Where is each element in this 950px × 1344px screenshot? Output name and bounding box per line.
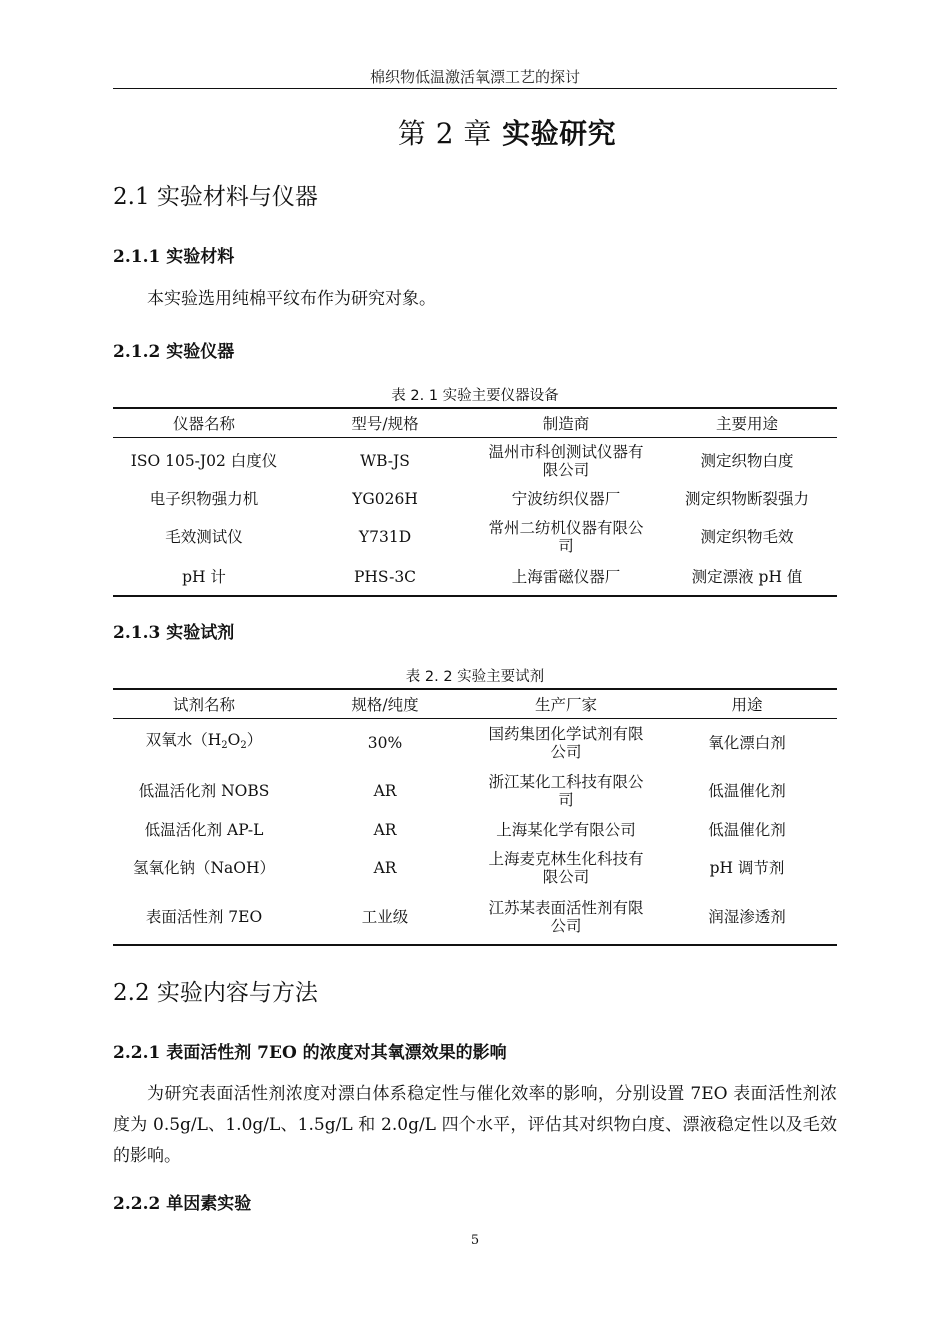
table-cell: 宁波纺织仪器厂 bbox=[511, 489, 621, 508]
table-1-caption: 表 2. 1 实验主要仪器设备 bbox=[391, 388, 559, 404]
table-cell: 测定织物毛效 bbox=[700, 527, 794, 546]
page-number: 5 bbox=[470, 1233, 480, 1248]
table-cell: 低温催化剂 bbox=[708, 781, 786, 800]
table-cell: WB-JS bbox=[360, 451, 410, 470]
table-2-caption: 表 2. 2 实验主要试剂 bbox=[405, 669, 545, 685]
table-header-row bbox=[113, 408, 837, 438]
table-cell: 浙江某化工科技有限公司 bbox=[488, 772, 644, 809]
table-cell: 国药集团化学试剂有限公司 bbox=[488, 724, 644, 761]
table-row bbox=[113, 767, 837, 815]
chapter-name: 实验研究 bbox=[502, 117, 617, 150]
table-cell: ISO 105-J02 白度仪 bbox=[130, 451, 278, 470]
section-heading-2-1-1: 2.1.1 实验材料 bbox=[113, 247, 235, 267]
reagents-table bbox=[113, 688, 837, 946]
table-cell: 测定漂液 pH 值 bbox=[657, 560, 837, 596]
table-row bbox=[113, 514, 837, 560]
table-row bbox=[113, 560, 837, 596]
table-row bbox=[113, 484, 837, 514]
column-header: 用途 bbox=[657, 689, 837, 719]
section-heading-2-2: 2.2 实验内容与方法 bbox=[113, 980, 318, 1006]
table-cell: 江苏某表面活性剂有限公司 bbox=[475, 891, 657, 945]
table-cell: 毛效测试仪 bbox=[165, 527, 243, 546]
section-heading-2-2-1: 2.2.1 表面活性剂 7EO 的浓度对其氧漂效果的影响 bbox=[113, 1043, 507, 1063]
table-row bbox=[113, 891, 837, 945]
table-cell: 30% bbox=[367, 733, 403, 752]
formula-subscript: 2 bbox=[221, 739, 228, 751]
table-cell: 氧化漂白剂 bbox=[708, 733, 786, 752]
column-header: 仪器名称 bbox=[113, 408, 295, 438]
formula-text: ） bbox=[246, 730, 263, 749]
formula-text: 双氧水（H bbox=[145, 730, 222, 749]
table-row bbox=[113, 845, 837, 891]
paragraph-surfactant-concentration: 为研究表面活性剂浓度对漂白体系稳定性与催化效率的影响，分别设置 7EO 表面活性剂浓度为 0.5g/L、1.0g/L、1.5g/L 和 2.0g/L 四个水平，评估其对织物白度、漂液稳定性以及毛效的影响。 bbox=[113, 1084, 837, 1166]
table-cell: 低温活化剂 NOBS bbox=[138, 781, 270, 800]
table-cell: 温州市科创测试仪器有限公司 bbox=[488, 442, 644, 479]
table-cell: 低温催化剂 bbox=[708, 820, 786, 839]
table-cell bbox=[113, 719, 295, 767]
column-header: 规格/纯度 bbox=[295, 689, 475, 719]
table-cell: 测定织物断裂强力 bbox=[684, 489, 809, 508]
table-row bbox=[113, 815, 837, 845]
column-header: 生产厂家 bbox=[475, 689, 657, 719]
table-cell: 氢氧化钠（NaOH） bbox=[132, 858, 276, 877]
table-cell: pH 调节剂 bbox=[709, 858, 785, 877]
formula-text: O bbox=[227, 730, 241, 749]
section-heading-2-1: 2.1 实验材料与仪器 bbox=[113, 184, 318, 210]
table-row bbox=[113, 719, 837, 767]
table-cell: 常州二纺机仪器有限公司 bbox=[488, 518, 644, 555]
table-cell: 上海麦克林生化科技有限公司 bbox=[488, 849, 644, 886]
chapter-title bbox=[113, 112, 901, 152]
table-cell: 工业级 bbox=[295, 891, 475, 945]
table-header-row bbox=[113, 689, 837, 719]
table-cell: pH 计 bbox=[113, 560, 295, 596]
table-cell: 表面活性剂 7EO bbox=[113, 891, 295, 945]
table-cell: 上海某化学有限公司 bbox=[496, 820, 636, 839]
section-heading-2-2-2: 2.2.2 单因素实验 bbox=[113, 1194, 252, 1214]
table-cell: YG026H bbox=[352, 489, 418, 508]
running-header: 棉织物低温激活氧漂工艺的探讨 bbox=[369, 68, 580, 86]
instruments-table bbox=[113, 407, 837, 597]
column-header: 试剂名称 bbox=[113, 689, 295, 719]
table-cell: 润湿渗透剂 bbox=[657, 891, 837, 945]
paragraph-materials: 本实验选用纯棉平纹布作为研究对象。 bbox=[147, 289, 436, 309]
table-cell: PHS-3C bbox=[295, 560, 475, 596]
column-header: 主要用途 bbox=[657, 408, 837, 438]
table-cell: AR bbox=[373, 858, 397, 877]
table-cell: 电子织物强力机 bbox=[149, 489, 259, 508]
chapter-number: 第 2 章 bbox=[397, 117, 492, 150]
column-header: 型号/规格 bbox=[295, 408, 475, 438]
table-cell: Y731D bbox=[358, 527, 412, 546]
table-cell: AR bbox=[373, 781, 397, 800]
section-heading-2-1-3: 2.1.3 实验试剂 bbox=[113, 623, 235, 643]
table-cell: 低温活化剂 AP-L bbox=[144, 820, 264, 839]
table-cell: 测定织物白度 bbox=[700, 451, 794, 470]
table-row bbox=[113, 438, 837, 484]
header-rule bbox=[113, 88, 837, 89]
table-cell: 上海雷磁仪器厂 bbox=[475, 560, 657, 596]
section-heading-2-1-2: 2.1.2 实验仪器 bbox=[113, 342, 235, 362]
formula-subscript: 2 bbox=[240, 739, 247, 751]
table-cell: AR bbox=[373, 820, 397, 839]
column-header: 制造商 bbox=[475, 408, 657, 438]
